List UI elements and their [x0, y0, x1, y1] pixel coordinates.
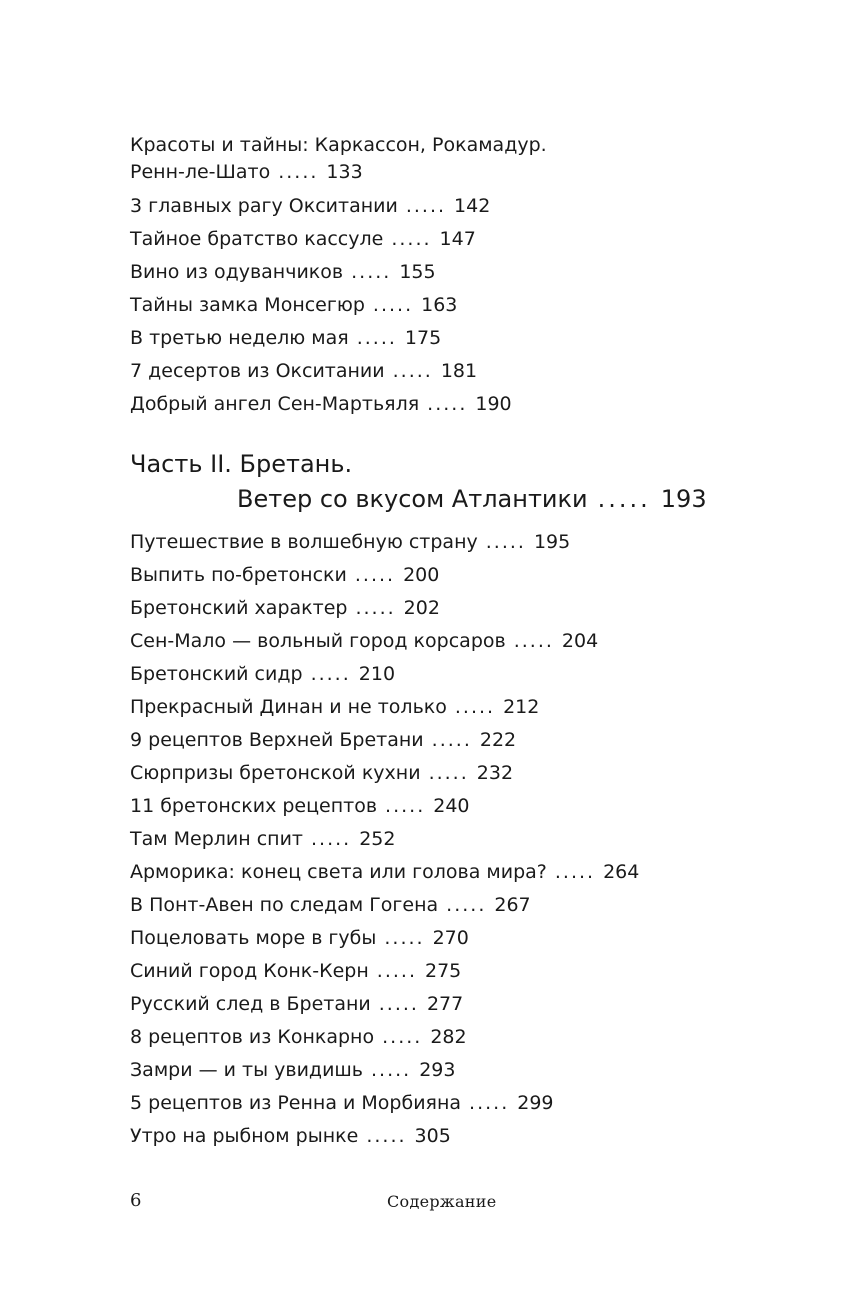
toc-page-number: 232 — [476, 762, 514, 784]
toc-leader-dots: ..... — [597, 485, 651, 513]
toc-entry-title: Прекрасный Динан и не только — [130, 696, 447, 718]
toc-page-number: 155 — [399, 261, 436, 283]
toc-entry — [130, 859, 770, 885]
toc-page-number: 175 — [404, 327, 442, 349]
toc-entry-title: 11 бретонских рецептов — [130, 795, 378, 817]
toc-entry — [130, 1090, 770, 1116]
toc-entry-title: Путешествие в волшебную страну — [130, 531, 478, 553]
toc-entry — [130, 226, 770, 252]
toc-page-number: 200 — [403, 564, 440, 586]
toc-page-number: 240 — [433, 795, 470, 817]
toc-page-number: 202 — [403, 597, 440, 619]
toc-entry — [130, 661, 770, 687]
toc-entry-title: Вино из одуванчиков — [130, 261, 344, 283]
toc-entry-title: Тайное братство кассуле — [130, 228, 384, 250]
toc-leader-dots: ..... — [385, 795, 426, 817]
toc-entry-title: 7 десертов из Окситании — [130, 360, 385, 382]
toc-leader-dots: ..... — [485, 531, 526, 553]
toc-leader-dots: ..... — [351, 261, 392, 283]
toc-entry — [130, 1024, 770, 1050]
toc-page-number: 142 — [454, 195, 491, 217]
toc-page-number: 267 — [494, 894, 531, 916]
toc-leader-dots: ..... — [354, 564, 396, 586]
toc-entry-title: Бретонский характер — [130, 597, 348, 619]
toc-entry — [130, 793, 770, 819]
toc-entry-title: В третью неделю мая — [130, 327, 349, 349]
toc-entry — [130, 991, 770, 1017]
toc-entry — [130, 826, 770, 852]
toc-page-number: 264 — [603, 861, 640, 883]
toc-page-number: 277 — [426, 993, 464, 1015]
toc-page-number: 305 — [414, 1125, 451, 1147]
toc-entry-title: Выпить по-бретонски — [130, 564, 347, 586]
toc-page-number: 190 — [475, 393, 512, 415]
toc-entry — [130, 925, 770, 951]
toc-page-number: 252 — [359, 828, 396, 850]
toc-leader-dots: ..... — [311, 828, 352, 850]
toc-entry-title-line1: Красоты и тайны: Каркассон, Рокамадур. — [130, 134, 547, 156]
toc-page-number: 299 — [517, 1092, 554, 1114]
toc-page-number: 212 — [503, 696, 540, 718]
toc-page-number: 282 — [430, 1026, 467, 1048]
toc-leader-dots: ..... — [469, 1092, 510, 1114]
toc-leader-dots: ..... — [378, 993, 419, 1015]
toc-entry — [130, 325, 770, 351]
toc-entry-title: Утро на рыбном рынке — [130, 1125, 359, 1147]
toc-entry — [130, 694, 770, 720]
toc-entry-title: Сюрпризы бретонской кухни — [130, 762, 421, 784]
toc-leader-dots: ..... — [391, 228, 432, 250]
toc-page-number: 163 — [421, 294, 458, 316]
toc-leader-dots: ..... — [376, 960, 417, 982]
toc-entry-title: 9 рецептов Верхней Бретани — [130, 729, 424, 751]
toc-leader-dots: ..... — [382, 1026, 423, 1048]
toc-entry — [130, 132, 770, 186]
toc-part-heading — [130, 447, 770, 517]
toc-entry-title: 3 главных рагу Окситании — [130, 195, 398, 217]
toc-page-number: 195 — [533, 531, 571, 553]
toc-entry-title: Сен-Мало — вольный город корсаров — [130, 630, 506, 652]
toc-page-number: 204 — [561, 630, 599, 652]
toc-entry — [130, 292, 770, 318]
toc-entry — [130, 727, 770, 753]
running-head: Содержание — [387, 1192, 497, 1211]
toc-leader-dots: ..... — [405, 195, 447, 217]
page-number: 6 — [130, 1190, 142, 1211]
toc-entry-title: Русский след в Бретани — [130, 993, 371, 1015]
toc-entry-title: В Понт-Авен по следам Гогена — [130, 894, 439, 916]
toc-page-number: 193 — [660, 485, 707, 513]
toc-page-number: 275 — [424, 960, 462, 982]
toc-leader-dots: ..... — [454, 696, 496, 718]
table-of-contents — [130, 132, 770, 1156]
toc-leader-dots: ..... — [384, 927, 425, 949]
toc-leader-dots: ..... — [427, 393, 468, 415]
toc-page-number: 147 — [439, 228, 476, 250]
toc-leader-dots: ..... — [372, 294, 414, 316]
part-subtitle: Ветер со вкусом Атлантики — [237, 485, 588, 513]
toc-leader-dots: ..... — [371, 1059, 412, 1081]
toc-leader-dots: ..... — [356, 327, 397, 349]
toc-entry-title: Бретонский сидр — [130, 663, 303, 685]
toc-leader-dots: ..... — [366, 1125, 407, 1147]
toc-entry-title: Замри — и ты увидишь — [130, 1059, 364, 1081]
toc-entry-title: Там Мерлин спит — [130, 828, 304, 850]
toc-entry — [130, 391, 770, 417]
toc-entry — [130, 1057, 770, 1083]
toc-entry-title: Поцеловать море в губы — [130, 927, 377, 949]
toc-leader-dots: ..... — [428, 762, 469, 784]
toc-entry — [130, 562, 770, 588]
toc-leader-dots: ..... — [513, 630, 554, 652]
toc-entry — [130, 259, 770, 285]
toc-page-number: 181 — [440, 360, 478, 382]
toc-entry — [130, 358, 770, 384]
toc-entry-title: Тайны замка Монсегюр — [130, 294, 365, 316]
toc-leader-dots: ..... — [446, 894, 487, 916]
toc-entry-title: Синий город Конк-Керн — [130, 960, 369, 982]
toc-entry-title: Добрый ангел Сен-Мартьяля — [130, 393, 420, 415]
part-title: Часть II. Бретань. — [130, 450, 353, 478]
toc-leader-dots: ..... — [278, 161, 319, 183]
toc-page-number: 293 — [419, 1059, 456, 1081]
toc-entry-title-line2: Ренн-ле-Шато — [130, 161, 271, 183]
page-footer — [0, 1190, 845, 1218]
toc-entry-title: 5 рецептов из Ренна и Морбияна — [130, 1092, 462, 1114]
toc-leader-dots: ..... — [392, 360, 433, 382]
toc-entry — [130, 1123, 770, 1149]
toc-entry — [130, 193, 770, 219]
toc-entry — [130, 760, 770, 786]
toc-leader-dots: ..... — [355, 597, 396, 619]
toc-entry — [130, 595, 770, 621]
toc-entry-title: 8 рецептов из Конкарно — [130, 1026, 375, 1048]
toc-leader-dots: ..... — [554, 861, 596, 883]
toc-page-number: 133 — [326, 161, 363, 183]
toc-leader-dots: ..... — [310, 663, 351, 685]
toc-page-number: 270 — [432, 927, 469, 949]
toc-page-number: 210 — [358, 663, 396, 685]
toc-entry — [130, 892, 770, 918]
toc-leader-dots: ..... — [431, 729, 472, 751]
toc-entry — [130, 628, 770, 654]
toc-entry — [130, 529, 770, 555]
toc-entry-title: Арморика: конец света или голова мира? — [130, 861, 547, 883]
toc-page-number: 222 — [479, 729, 517, 751]
toc-entry — [130, 958, 770, 984]
